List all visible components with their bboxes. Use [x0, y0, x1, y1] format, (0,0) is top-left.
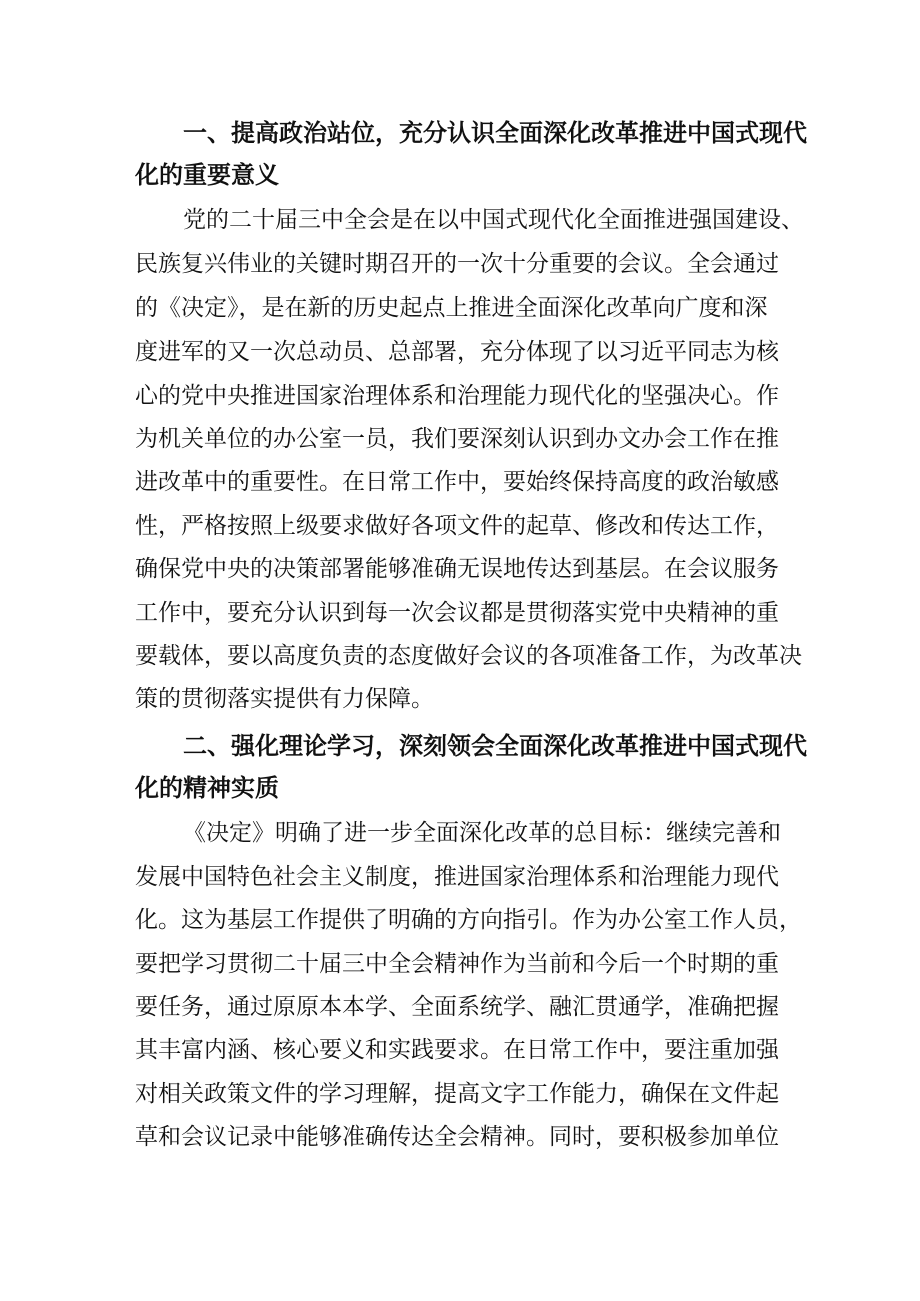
- section2-paragraph-line: 发展中国特色社会主义制度，推进国家治理体系和治理能力现代: [135, 864, 779, 890]
- section1-paragraph-line: 工作中，要充分认识到每一次会议都是贯彻落实党中央精神的重: [135, 600, 779, 626]
- section1-paragraph-line: 度进军的又一次总动员、总部署，充分体现了以习近平同志为核: [135, 339, 779, 365]
- section1-paragraph-line: 为机关单位的办公室一员，我们要深刻认识到办文办会工作在推: [135, 426, 779, 452]
- section1-paragraph-line: 策的贯彻落实提供有力保障。: [135, 686, 434, 712]
- section2-paragraph-line: 要任务，通过原原本本学、全面系统学、融汇贯通学，准确把握: [135, 994, 779, 1020]
- section2-paragraph-line: 《决定》明确了进一步全面深化改革的总目标：继续完善和: [183, 820, 781, 846]
- section1-paragraph-line: 进改革中的重要性。在日常工作中，要始终保持高度的政治敏感: [135, 469, 779, 495]
- section1-paragraph-line: 的《决定》，是在新的历史起点上推进全面深化改革向广度和深: [135, 295, 768, 321]
- section1-paragraph-line: 民族复兴伟业的关键时期召开的一次十分重要的会议。全会通过: [135, 251, 779, 277]
- section2-paragraph-line: 其丰富内涵、核心要义和实践要求。在日常工作中，要注重加强: [135, 1037, 779, 1063]
- section1-paragraph-line: 党的二十届三中全会是在以中国式现代化全面推进强国建设、: [183, 207, 804, 233]
- section1-paragraph-line: 确保党中央的决策部署能够准确无误地传达到基层。在会议服务: [135, 556, 779, 582]
- section2-paragraph-line: 草和会议记录中能够准确传达全会精神。同时，要积极参加单位: [135, 1124, 779, 1150]
- section2-paragraph-line: 化。这为基层工作提供了明确的方向指引。作为办公室工作人员，: [135, 907, 802, 933]
- section2-heading-line-1: 二、强化理论学习，深刻领会全面深化改革推进中国式现代: [183, 732, 807, 760]
- section2-paragraph-line: 要把学习贯彻二十届三中全会精神作为当前和今后一个时期的重: [135, 951, 779, 977]
- section1-paragraph-line: 心的党中央推进国家治理体系和治理能力现代化的坚强决心。作: [135, 383, 779, 409]
- section1-heading-line-2: 化的重要意义: [135, 161, 279, 189]
- section2-heading-line-2: 化的精神实质: [135, 774, 279, 802]
- section1-paragraph-line: 性，严格按照上级要求做好各项文件的起草、修改和传达工作，: [135, 513, 779, 539]
- section1-paragraph-line: 要载体，要以高度负责的态度做好会议的各项准备工作，为改革决: [135, 643, 802, 669]
- section2-paragraph-line: 对相关政策文件的学习理解，提高文字工作能力，确保在文件起: [135, 1081, 779, 1107]
- section1-heading-line-1: 一、提高政治站位，充分认识全面深化改革推进中国式现代: [183, 119, 807, 147]
